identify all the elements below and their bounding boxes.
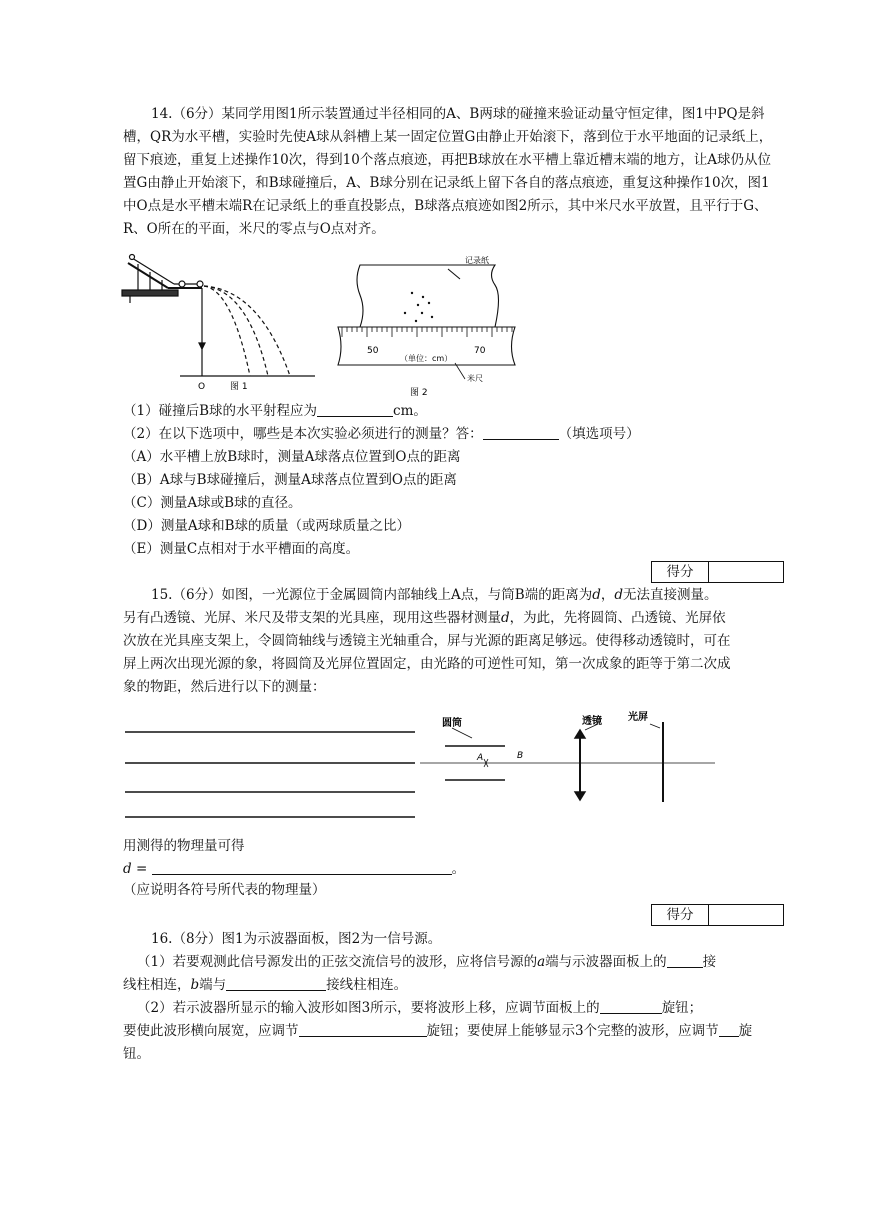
fig1-point-o: O (198, 382, 206, 392)
fig-label-screen: 光屏 (628, 712, 648, 723)
score-label: 得分 (652, 905, 709, 925)
q16-title: 16.（8分）图1为示波器面板，图2为一信号源。 (151, 931, 442, 947)
fig-label-a: A (477, 753, 484, 763)
q14-text: 14.（6分）某同学用图1所示装置通过半径相同的A、B两球的碰撞来验证动量守恒定律，图1中PQ是斜槽，QR为水平槽，实验时先使A球从斜槽上某一固定位置G由静止开始滚下，落到位于水平地面的记录纸上，留下痕迹，重复上述操作10次，得到10个落点痕迹，再把B球放在水平槽上靠近槽末端的地方，让A球仍从位置G由静止开始滚下，和B球碰撞后，A、B球分别在记录纸上留下各自的落点痕迹，重复这种操作10次，图1中O点是水平槽末端R在记录纸上的垂直投影点，B球落点痕迹如图2所示，其中米尺水平放置，且平行于G、R、O所在的平面，米尺的零点与O点对齐。 (123, 106, 773, 237)
q15-line1: 15.（6分）如图，一光源位于金属圆筒内部轴线上A点，与筒B端的距离为d，d无法直接测量。 (151, 587, 718, 603)
fig-label-b: B (517, 751, 524, 761)
score-label: 得分 (652, 562, 709, 582)
q16-sub1-line1: （1）若要观测此信号源发出的正弦交流信号的波形，应将信号源的a端与示波器面板上的 接 (137, 954, 717, 970)
option-d: （D）测量A球和B球的质量（或两球质量之比） (123, 518, 410, 534)
q14-sub1: （1）碰撞后B球的水平射程应为 cm。 (123, 403, 427, 419)
score-field[interactable] (709, 905, 783, 925)
fig-label-tube: 圆筒 (442, 718, 462, 729)
q16-blank-4[interactable] (299, 1021, 427, 1037)
q14-sub2-blank[interactable] (483, 424, 559, 440)
score-box-2 (651, 904, 784, 926)
q15-line2: 另有凸透镜、光屏、米尺及带支架的光具座，现用这些器材测量d，为此，先将圆筒、凸透镜、光屏依 (123, 610, 726, 626)
fig1-caption: 图 1 (230, 382, 248, 392)
q16-sub2-line1: （2）若示波器所显示的输入波形如图3所示，要将波形上移，应调节面板上的 旋钮； (137, 1000, 703, 1016)
q16-sub1-line2: 线柱相连，b端与 接线柱相连。 (123, 977, 408, 993)
fig2-ruler-label: 米尺 (467, 374, 483, 383)
q16-blank-2[interactable] (226, 975, 326, 991)
q16-blank-3[interactable] (600, 998, 662, 1014)
figure-q15 (120, 710, 720, 820)
fig2-paper-label: 记录纸 (465, 256, 489, 265)
q16-sub2-line3: 钮。 (123, 1046, 150, 1062)
figure-2 (330, 255, 530, 400)
q15-result: d = 。 (123, 861, 466, 877)
fig-label-lens: 透镜 (582, 716, 602, 727)
option-a: （A）水平槽上放B球时，测量A球落点位置到O点的距离 (123, 449, 461, 465)
fig2-unit: （单位：cm） (400, 354, 453, 363)
score-box-1 (651, 561, 784, 583)
fig2-caption: 图 2 (410, 388, 428, 398)
q16-blank-5[interactable] (719, 1021, 739, 1037)
option-e: （E）测量C点相对于水平槽面的高度。 (123, 541, 360, 557)
score-field[interactable] (709, 562, 783, 582)
option-c: （C）测量A球或B球的直径。 (123, 495, 302, 511)
q14-sub1-blank[interactable] (317, 401, 393, 417)
q16-blank-1[interactable] (667, 952, 703, 968)
q15-note: （应说明各符号所代表的物理量） (123, 882, 326, 898)
figure-1 (120, 248, 320, 393)
q14-sub2: （2）在以下选项中，哪些是本次实验必须进行的测量？答： （填选项号） (123, 426, 640, 442)
q15-result-prefix: 用测得的物理量可得 (123, 838, 245, 854)
q16-sub2-line2: 要使此波形横向展宽，应调节 旋钮；要使屏上能够显示3个完整的波形，应调节 旋 (123, 1023, 753, 1039)
q15-line3: 次放在光具座支架上，令圆筒轴线与透镜主光轴重合，屏与光源的距离足够远。使得移动透镜时，可在 (123, 633, 731, 649)
q15-line5: 象的物距，然后进行以下的测量： (123, 679, 326, 695)
option-b: （B）A球与B球碰撞后，测量A球落点位置到O点的距离 (123, 472, 457, 488)
q15-result-blank[interactable] (152, 859, 452, 875)
fig2-tick-50: 50 (367, 346, 379, 356)
fig2-tick-70: 70 (474, 346, 486, 356)
q15-line4: 屏上两次出现光源的象，将圆筒及光屏位置固定，由光路的可逆性可知，第一次成象的距等于第二次成 (123, 656, 731, 672)
